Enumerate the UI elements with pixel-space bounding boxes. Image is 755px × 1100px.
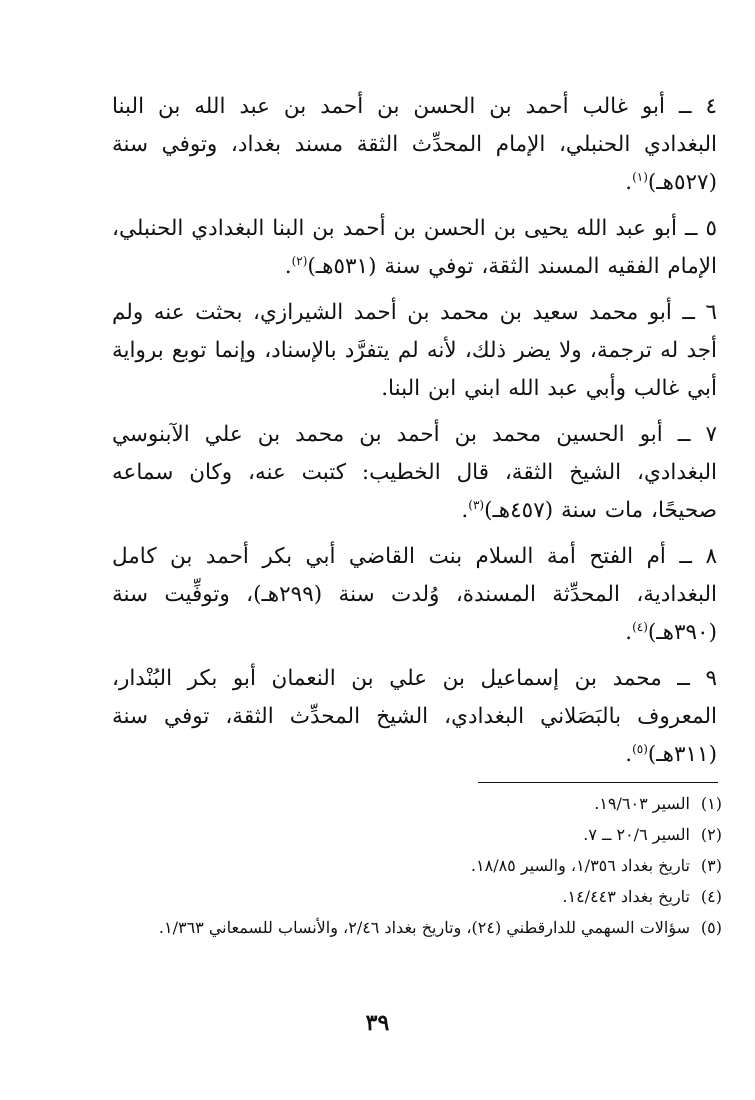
footnote-number: (٣) [700, 856, 722, 875]
footnote-number: (٤) [700, 887, 722, 906]
entry-text: ٤ ــ أبو غالب أحمد بن الحسن بن أحمد بن عبد الله بن البنا البغدادي الحنبلي، الإمام المحدِّث الثقة مسند بغداد، وتوفي سنة (٥٢٧هـ) [112, 94, 717, 195]
narrator-entry-5: ٥ ــ أبو عبد الله يحيى بن الحسن بن أحمد بن البنا البغدادي الحنبلي، الإمام الفقيه المسند الثقة، توفي سنة (٥٣١هـ)$^{(٢)}$. [112, 216, 717, 279]
entry-text: ٩ ــ محمد بن إسماعيل بن علي بن النعمان أبو بكر البُنْدار، المعروف بالبَصَلاني البغدادي، الشيخ المحدِّث الثقة، توفي سنة (٣١١هـ) [112, 666, 717, 767]
narrator-entry-8: ٨ ــ أم الفتح أمة السلام بنت القاضي أبي بكر أحمد بن كامل البغدادية، المحدِّثة المسندة، وُلدت سنة (٢٩٩هـ)، وتوفِّيت سنة (٣٩٠هـ)$^{(٤)}$. [112, 544, 717, 645]
footnote-number: (٢) [700, 825, 722, 844]
narrator-entry-6 [112, 294, 717, 408]
footnote-3 [110, 852, 722, 880]
footnote-ref: (٥) [632, 741, 648, 756]
footnote-ref: (١) [632, 169, 648, 184]
narrator-entry-9: ٩ ــ محمد بن إسماعيل بن علي بن النعمان أبو بكر البُنْدار، المعروف بالبَصَلاني البغدادي، الشيخ المحدِّث الثقة، توفي سنة (٣١١هـ)$^{(٥)}$. [112, 666, 717, 767]
footnote-4 [110, 883, 722, 911]
footnote-text: السير ٢٠/٦ ــ ٧. [583, 825, 690, 844]
footnote-ref: (٢) [291, 253, 308, 268]
footnote-number: (٥) [700, 918, 722, 937]
main-text [112, 88, 717, 782]
entry-text: ٦ ــ أبو محمد سعيد بن محمد بن أحمد الشيرازي، بحثت عنه ولم أجد له ترجمة، ولا يضر ذلك، لأنه لم يتفرَّد بالإسناد، وإنما توبع برواية أبي غالب وأبي عبد الله ابني ابن البنا. [112, 300, 717, 401]
footnote-number: (١) [700, 794, 722, 813]
page-number: ٣٩ [365, 1010, 390, 1036]
footnote-5 [110, 914, 722, 942]
narrator-entry-4: ٤ ــ أبو غالب أحمد بن الحسن بن أحمد بن عبد الله بن البنا البغدادي الحنبلي، الإمام المحدِّث الثقة مسند بغداد، وتوفي سنة (٥٢٧هـ)$^{(١)}$. [112, 94, 717, 195]
footnote-ref: (٣) [468, 497, 485, 512]
footnotes [110, 790, 722, 945]
footnote-1 [110, 790, 722, 818]
footnote-text: تاريخ بغداد ١/٣٥٦، والسير ١٨/٨٥. [470, 856, 690, 875]
footnote-text: تاريخ بغداد ١٤/٤٤٣. [562, 887, 690, 906]
footnote-text: سؤالات السهمي للدارقطني (٢٤)، وتاريخ بغداد ٢/٤٦، والأنساب للسمعاني ١/٣٦٣. [158, 918, 690, 937]
entry-text: ٥ ــ أبو عبد الله يحيى بن الحسن بن أحمد بن البنا البغدادي الحنبلي، الإمام الفقيه المسند الثقة، توفي سنة (٥٣١هـ) [112, 216, 717, 279]
entry-text: ٧ ــ أبو الحسين محمد بن أحمد بن محمد بن علي الآبنوسي البغدادي، الشيخ الثقة، قال الخطيب: كتبت عنه، وكان سماعه صحيحًا، مات سنة (٤٥٧هـ) [112, 422, 717, 523]
footnote-text: السير ١٩/٦٠٣. [594, 794, 690, 813]
entry-text: ٨ ــ أم الفتح أمة السلام بنت القاضي أبي بكر أحمد بن كامل البغدادية، المحدِّثة المسندة، وُلدت سنة (٢٩٩هـ)، وتوفِّيت سنة (٣٩٠هـ) [112, 544, 717, 645]
footnote-ref: (٤) [632, 619, 648, 634]
narrator-entry-7: ٧ ــ أبو الحسين محمد بن أحمد بن محمد بن علي الآبنوسي البغدادي، الشيخ الثقة، قال الخطيب: كتبت عنه، وكان سماعه صحيحًا، مات سنة (٤٥٧هـ)$^{(٣)}$. [112, 422, 717, 523]
footnote-divider [478, 782, 718, 783]
footnote-2 [110, 821, 722, 849]
